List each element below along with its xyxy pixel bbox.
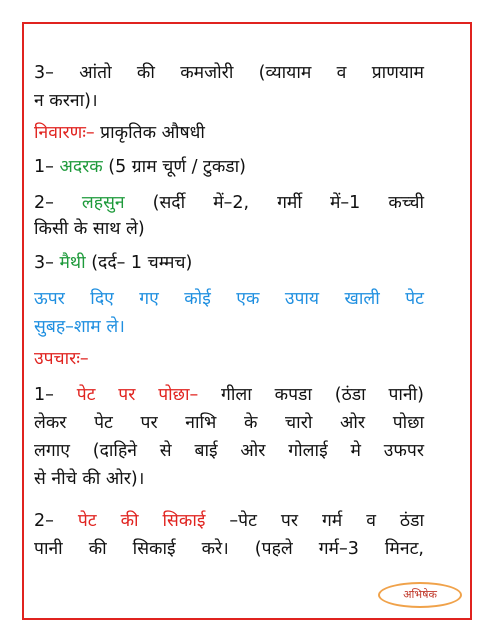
treatment-1-line4 xyxy=(34,464,424,494)
text: सुबह–शाम ले। xyxy=(34,317,125,337)
text: किसी के साथ ले) xyxy=(34,219,145,239)
remedy-heading xyxy=(34,118,424,148)
item-number: 2– xyxy=(34,193,54,213)
treatment-1-line1 xyxy=(34,380,424,410)
text: गीला कपडा (ठंडा पानी) xyxy=(198,385,424,405)
text: ऊपर दिए गए कोई एक उपाय खाली पेट xyxy=(34,289,424,309)
item-number: 2– xyxy=(34,511,54,531)
remedy-item-garlic-line2 xyxy=(34,214,424,244)
herb-name: मैथी xyxy=(53,253,86,273)
text: से नीचे की ओर)। xyxy=(34,469,145,489)
author-badge: अभिषेक xyxy=(378,582,462,608)
paragraph-intestine-line2 xyxy=(34,86,424,116)
treatment-heading xyxy=(34,344,424,374)
text: 3– आंतो की कमजोरी (व्यायाम व प्राणयाम xyxy=(34,63,424,83)
text: उपचारः– xyxy=(34,349,89,369)
item-number: 1– xyxy=(34,385,54,405)
note-line1 xyxy=(34,284,424,314)
item-detail: (सर्दी में–2, गर्मी में–1 कच्ची xyxy=(124,193,425,213)
text: न करना)। xyxy=(34,91,98,111)
item-detail: (दर्द– 1 चम्मच) xyxy=(85,253,193,273)
paragraph-intestine-line1 xyxy=(34,58,424,88)
item-number: 3– xyxy=(34,253,54,273)
treatment-2-line1 xyxy=(34,506,424,536)
text: पानी की सिकाई करे। (पहले गर्म–3 मिनट, xyxy=(34,539,424,559)
item-detail: (5 ग्राम चूर्ण / टुकडा) xyxy=(102,157,247,177)
treatment-1-line2 xyxy=(34,408,424,438)
remedy-heading-text: प्राकृतिक औषधी xyxy=(94,123,205,143)
herb-name: अदरक xyxy=(53,157,103,177)
remedy-item-ginger xyxy=(34,152,424,182)
treatment-name: पेट पर पोछा– xyxy=(53,385,199,405)
item-number: 1– xyxy=(34,157,54,177)
remedy-heading-label: निवारणः– xyxy=(34,123,95,143)
text: –पेट पर गर्म व ठंडा xyxy=(205,511,424,531)
text: लगाए (दाहिने से बाई ओर गोलाई मे उफपर xyxy=(34,441,424,461)
treatment-name: पेट की सिकाई xyxy=(53,511,206,531)
herb-name: लहसुन xyxy=(53,193,125,213)
remedy-item-fenugreek xyxy=(34,248,424,278)
treatment-1-line3 xyxy=(34,436,424,466)
note-line2 xyxy=(34,312,424,342)
text: लेकर पेट पर नाभि के चारो ओर पोछा xyxy=(34,413,424,433)
treatment-2-line2 xyxy=(34,534,424,564)
